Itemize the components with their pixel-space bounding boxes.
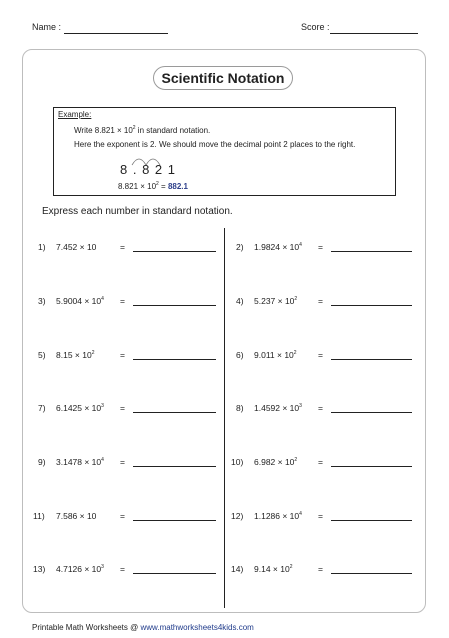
question-number: 3) — [38, 296, 46, 306]
example-line-1-exp: 2 — [132, 125, 136, 131]
question-exponent: 4 — [101, 296, 104, 302]
answer-line[interactable] — [331, 466, 412, 467]
question-base: 8.15 × 10 — [56, 350, 92, 360]
question-base: 6.982 × 10 — [254, 457, 295, 467]
question-expression — [254, 457, 297, 467]
example-result-prefix: 8.821 × 10 — [118, 182, 157, 191]
equals-sign: = — [318, 564, 323, 574]
answer-line[interactable] — [133, 359, 216, 360]
page-title — [153, 66, 293, 90]
example-line-1-prefix: Write 8.821 × 10 — [74, 126, 133, 135]
question-number: 6) — [236, 350, 244, 360]
equals-sign: = — [120, 350, 125, 360]
score-label: Score : — [301, 22, 330, 32]
question-number: 10) — [231, 457, 244, 467]
question-exponent: 2 — [293, 350, 297, 356]
question-base: 7.452 × 10 — [56, 242, 97, 252]
equals-sign: = — [318, 242, 323, 252]
question-exponent: 4 — [299, 242, 302, 248]
equals-sign: = — [318, 296, 323, 306]
answer-line[interactable] — [133, 520, 216, 521]
question-expression — [56, 296, 104, 306]
question-number: 2) — [236, 242, 244, 252]
footer-prefix: Printable Math Worksheets @ — [32, 623, 141, 632]
page-title-text: Scientific Notation — [161, 70, 285, 86]
question-base: 7.586 × 10 — [56, 511, 97, 521]
question-exponent: 2 — [294, 296, 298, 302]
equals-sign: = — [318, 511, 323, 521]
footer-url[interactable]: www.mathworksheets4kids.com — [140, 623, 254, 632]
question-number: 14) — [231, 564, 244, 574]
question-exponent: 3 — [101, 564, 104, 570]
question-base: 5.237 × 10 — [254, 296, 295, 306]
question-expression — [254, 564, 292, 574]
question-number: 9) — [38, 457, 46, 467]
question-expression — [56, 403, 104, 413]
question-base: 3.1478 × 10 — [56, 457, 102, 467]
answer-line[interactable] — [331, 412, 412, 413]
equals-sign: = — [318, 350, 323, 360]
answer-line[interactable] — [331, 573, 412, 574]
question-number: 12) — [231, 511, 244, 521]
question-base: 9.14 × 10 — [254, 564, 290, 574]
example-result — [118, 181, 188, 191]
question-expression — [56, 350, 94, 360]
question-exponent: 4 — [299, 511, 302, 517]
column-divider — [224, 228, 225, 608]
question-number: 4) — [236, 296, 244, 306]
answer-line[interactable] — [133, 466, 216, 467]
answer-line[interactable] — [331, 251, 412, 252]
name-label: Name : — [32, 22, 62, 32]
question-number: 5) — [38, 350, 46, 360]
equals-sign: = — [318, 403, 323, 413]
answer-line[interactable] — [133, 305, 216, 306]
question-exponent: 2 — [294, 457, 298, 463]
question-exponent: 2 — [91, 350, 95, 356]
instructions: Express each number in standard notation. — [42, 206, 233, 217]
question-exponent: 3 — [299, 403, 302, 409]
equals-sign: = — [120, 242, 125, 252]
question-number: 11) — [33, 511, 45, 521]
question-number: 8) — [236, 403, 244, 413]
answer-line[interactable] — [331, 305, 412, 306]
question-expression — [56, 457, 104, 467]
equals-sign: = — [120, 511, 125, 521]
example-line-1-suffix: in standard notation. — [135, 126, 211, 135]
equals-sign: = — [120, 296, 125, 306]
example-result-answer: 882.1 — [167, 182, 188, 191]
question-base: 1.1286 × 10 — [254, 511, 300, 521]
answer-line[interactable] — [133, 251, 216, 252]
example-result-eq: = — [158, 182, 168, 191]
question-base: 5.9004 × 10 — [56, 296, 102, 306]
question-base: 1.9824 × 10 — [254, 242, 300, 252]
footer — [32, 623, 254, 632]
equals-sign: = — [120, 403, 125, 413]
question-exponent: 3 — [101, 403, 104, 409]
score-field[interactable] — [330, 33, 418, 34]
equals-sign: = — [120, 564, 125, 574]
question-number: 13) — [33, 564, 46, 574]
answer-line[interactable] — [133, 573, 216, 574]
answer-line[interactable] — [133, 412, 216, 413]
example-line-2: Here the exponent is 2. We should move the decimal point 2 places to the right. — [74, 140, 356, 149]
equals-sign: = — [120, 457, 125, 467]
question-number: 7) — [38, 403, 46, 413]
name-field[interactable] — [64, 33, 168, 34]
answer-line[interactable] — [331, 359, 412, 360]
question-exponent: 2 — [289, 564, 293, 570]
question-expression — [56, 242, 96, 252]
question-expression — [56, 511, 96, 521]
question-base: 1.4592 × 10 — [254, 403, 300, 413]
question-base: 6.1425 × 10 — [56, 403, 102, 413]
question-expression — [56, 564, 104, 574]
example-box — [53, 107, 396, 196]
question-number: 1) — [38, 242, 46, 252]
question-expression — [254, 242, 302, 252]
answer-line[interactable] — [331, 520, 412, 521]
example-digits: 8 . 8 2 1 — [120, 162, 176, 177]
example-line-1 — [74, 125, 210, 135]
question-expression — [254, 403, 302, 413]
question-expression — [254, 511, 302, 521]
question-expression — [254, 350, 297, 360]
example-result-exp: 2 — [156, 181, 159, 187]
question-base: 9.011 × 10 — [254, 350, 294, 360]
question-base: 4.7126 × 10 — [56, 564, 102, 574]
example-label: Example: — [58, 110, 92, 119]
question-expression — [254, 296, 297, 306]
equals-sign: = — [318, 457, 323, 467]
question-exponent: 4 — [101, 457, 104, 463]
